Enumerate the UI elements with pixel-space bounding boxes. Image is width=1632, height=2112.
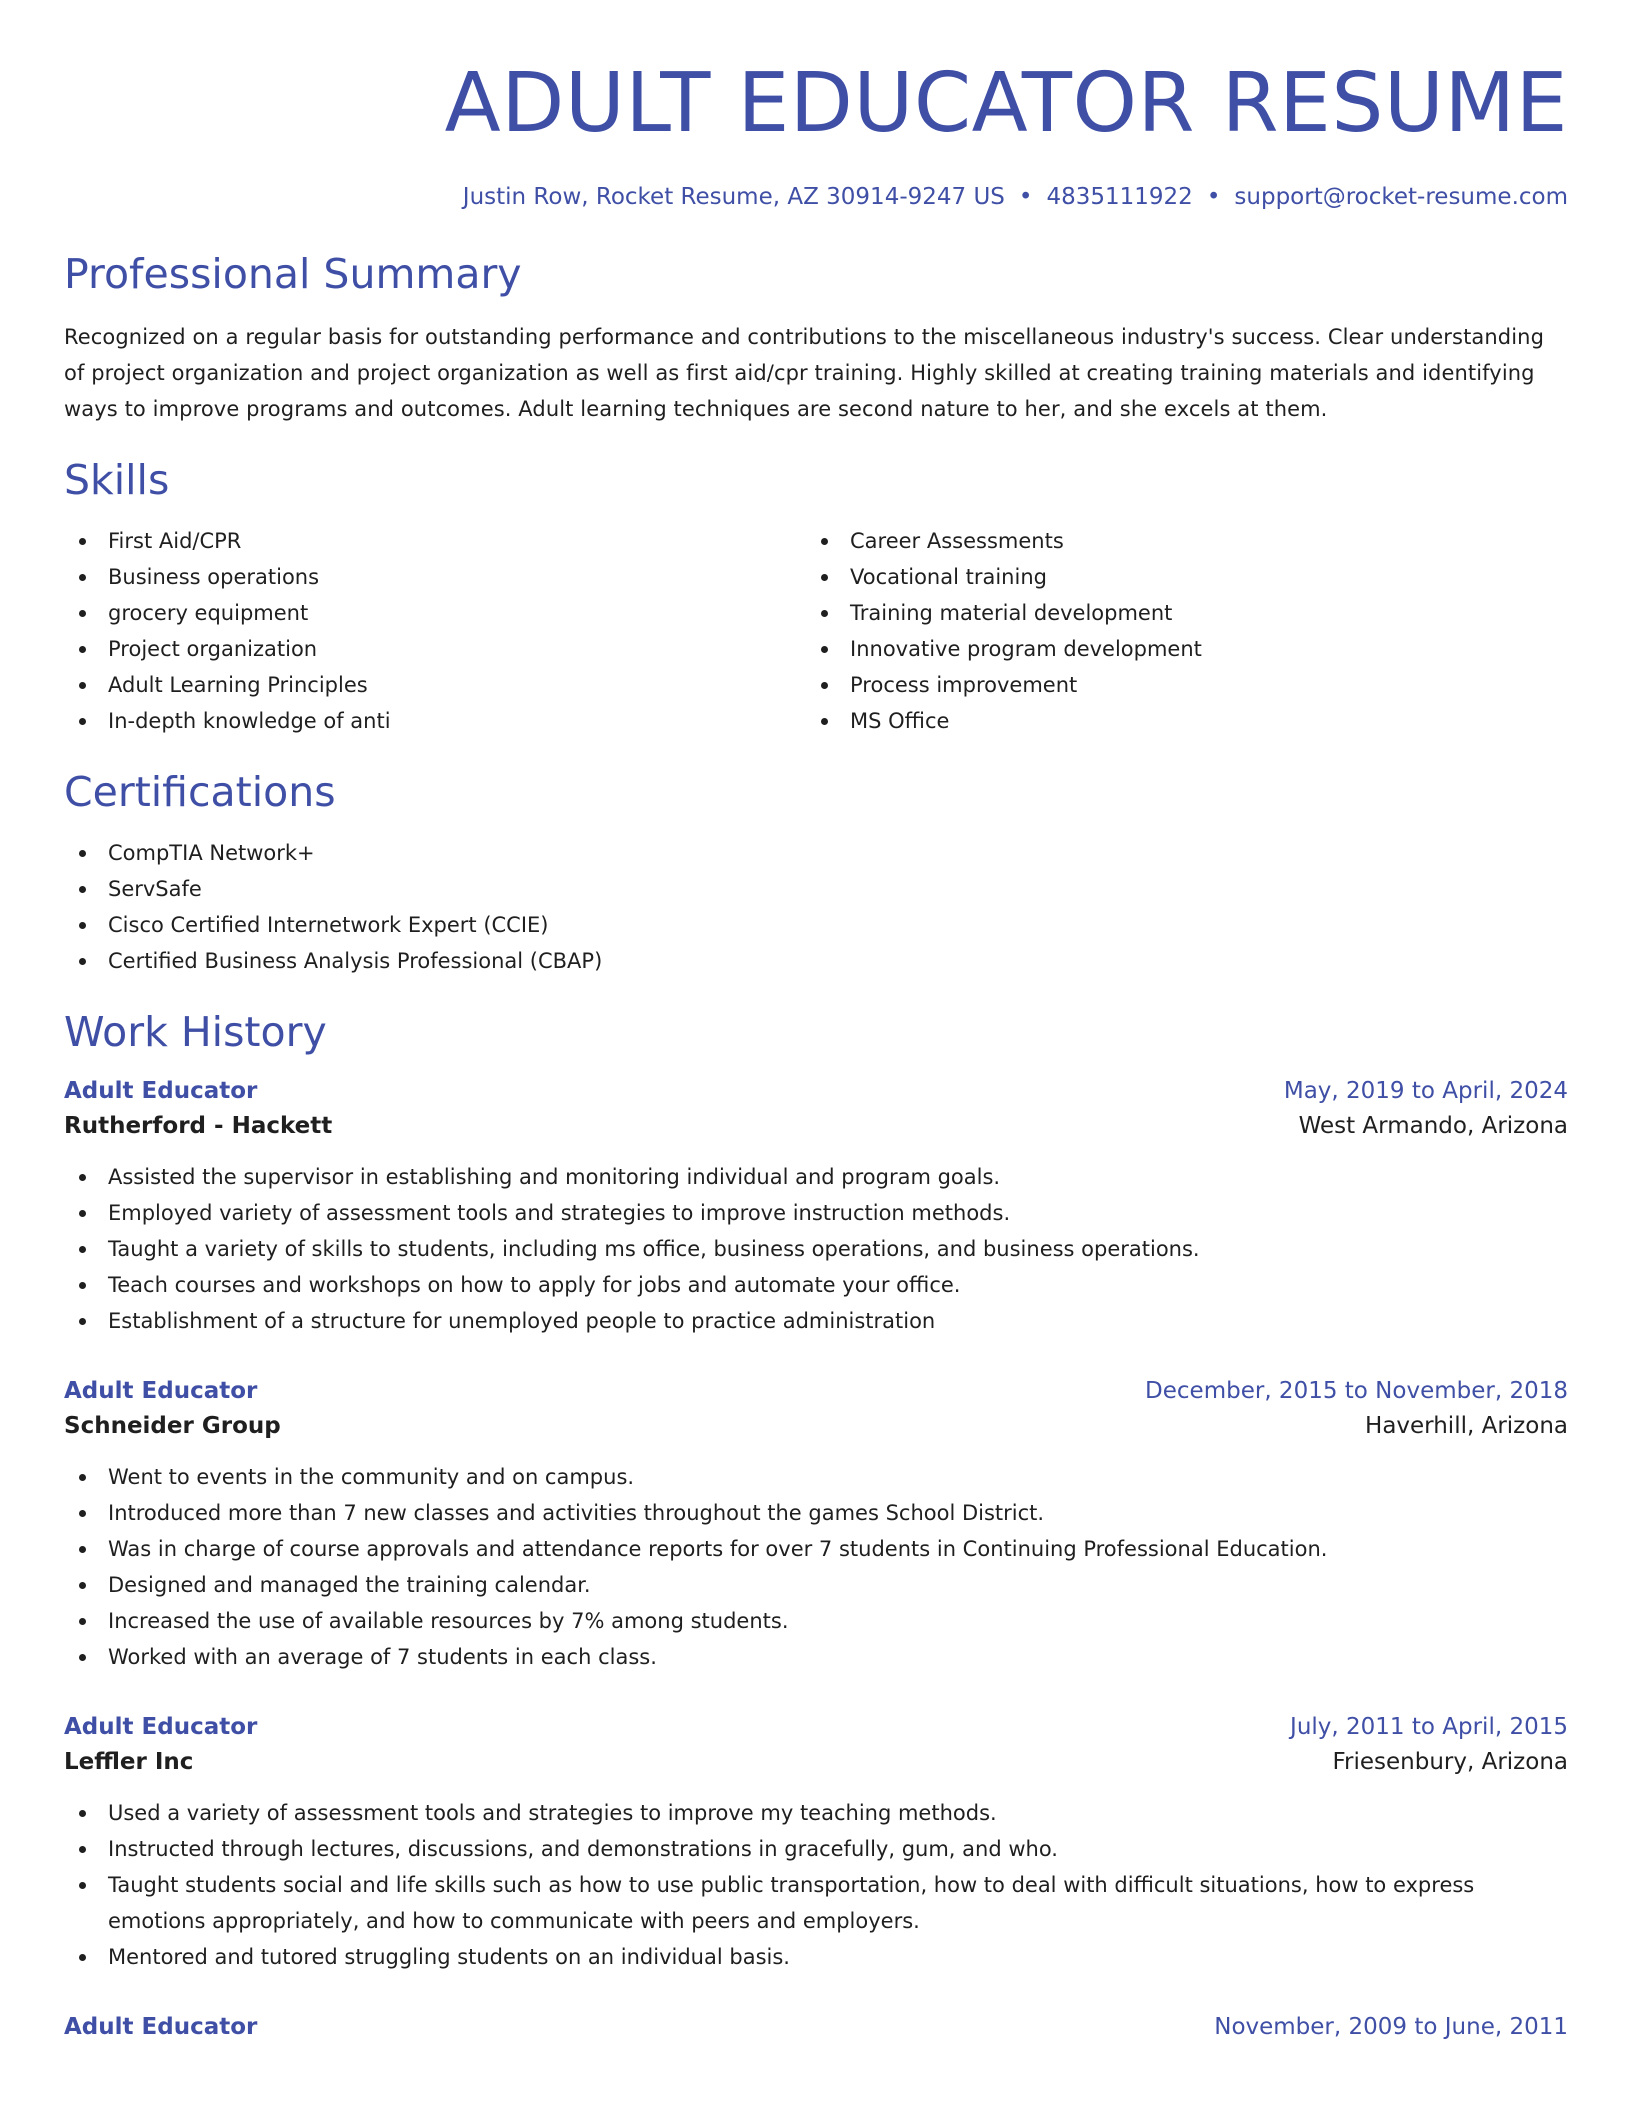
job-entry: [64, 1711, 1568, 1975]
skill-item: In-depth knowledge of anti: [64, 703, 806, 739]
job-title: Adult Educator: [64, 1078, 258, 1104]
job-bullets: [64, 1159, 1568, 1339]
job-location: Haverhill, Arizona: [1365, 1413, 1568, 1439]
skill-item: First Aid/CPR: [64, 523, 806, 559]
skills-column-left: [64, 523, 806, 739]
job-company-row: [64, 1407, 1568, 1445]
job-bullet: Assisted the supervisor in establishing and monitoring individual and program goals.: [64, 1159, 1568, 1195]
skill-item: Innovative program development: [806, 631, 1548, 667]
skill-item: Process improvement: [806, 667, 1548, 703]
job-entry: [64, 2011, 1568, 2043]
job-bullet: Taught a variety of skills to students, including ms office, business operations, and business operations.: [64, 1231, 1568, 1267]
job-bullet: Taught students social and life skills such as how to use public transportation, how to deal with difficult situations, how to express emotions appropriately, and how to communicate with peers and employers.: [64, 1867, 1568, 1939]
skill-item: Business operations: [64, 559, 806, 595]
skill-item: Project organization: [64, 631, 806, 667]
job-bullet: Introduced more than 7 new classes and activities throughout the games School District.: [64, 1495, 1568, 1531]
certification-item: CompTIA Network+: [64, 835, 1568, 871]
skill-item: Adult Learning Principles: [64, 667, 806, 703]
job-bullet: Employed variety of assessment tools and strategies to improve instruction methods.: [64, 1195, 1568, 1231]
skill-item: Career Assessments: [806, 523, 1548, 559]
job-bullet: Teach courses and workshops on how to apply for jobs and automate your office.: [64, 1267, 1568, 1303]
job-entry: [64, 1375, 1568, 1675]
job-bullet: Went to events in the community and on campus.: [64, 1459, 1568, 1495]
summary-text: Recognized on a regular basis for outstanding performance and contributions to the miscellaneous industry's success. Clear understanding of project organization and project organization as well as first aid/cpr training. Highly skilled at creating training materials and identifying ways to improve programs and outcomes. Adult learning techniques are second nature to her, and she excels at them.: [64, 325, 1544, 421]
skills-list-right: [806, 523, 1548, 739]
skill-item: grocery equipment: [64, 595, 806, 631]
contact-phone[interactable]: 4835111922: [1046, 184, 1193, 210]
job-company: Rutherford - Hackett: [64, 1113, 333, 1139]
job-location: West Armando, Arizona: [1298, 1113, 1568, 1139]
job-dates: May, 2019 to April, 2024: [1283, 1078, 1568, 1104]
job-company: Leffler Inc: [64, 1749, 194, 1775]
contact-line: [64, 182, 1568, 212]
skill-item: Vocational training: [806, 559, 1548, 595]
professional-summary-section: [64, 249, 1568, 427]
job-title-row: [64, 1711, 1568, 1743]
job-bullet: Worked with an average of 7 students in each class.: [64, 1639, 1568, 1675]
job-title-row: [64, 1375, 1568, 1407]
job-title-row: [64, 1075, 1568, 1107]
job-title-row: [64, 2011, 1568, 2043]
skills-list-left: [64, 523, 806, 739]
resume-header: [64, 0, 1568, 212]
work-history-section: [64, 1007, 1568, 2043]
job-location: Friesenbury, Arizona: [1332, 1749, 1568, 1775]
job-title: Adult Educator: [64, 1378, 258, 1404]
job-bullets: [64, 1795, 1568, 1975]
job-dates: July, 2011 to April, 2015: [1290, 1714, 1568, 1740]
job-bullet: Was in charge of course approvals and attendance reports for over 7 students in Continuing Professional Education.: [64, 1531, 1568, 1567]
certifications-section: [64, 767, 1568, 979]
job-title: Adult Educator: [64, 2014, 258, 2040]
job-bullet: Establishment of a structure for unemployed people to practice administration: [64, 1303, 1568, 1339]
skills-grid: [64, 523, 1568, 739]
job-bullet: Mentored and tutored struggling students on an individual basis.: [64, 1939, 1568, 1975]
section-title-certifications: Certifications: [64, 768, 336, 816]
job-bullet: Used a variety of assessment tools and strategies to improve my teaching methods.: [64, 1795, 1568, 1831]
skills-column-right: [806, 523, 1548, 739]
skill-item: Training material development: [806, 595, 1548, 631]
certification-item: Cisco Certified Internetwork Expert (CCIE): [64, 907, 1568, 943]
job-bullet: Designed and managed the training calendar.: [64, 1567, 1568, 1603]
section-title-skills: Skills: [64, 456, 170, 504]
job-dates: December, 2015 to November, 2018: [1145, 1378, 1568, 1404]
job-dates: November, 2009 to June, 2011: [1214, 2014, 1568, 2040]
certification-item: ServSafe: [64, 871, 1568, 907]
job-bullet: Instructed through lectures, discussions, and demonstrations in gracefully, gum, and who.: [64, 1831, 1568, 1867]
resume-title: ADULT EDUCATOR RESUME: [444, 56, 1568, 151]
job-company-row: [64, 1107, 1568, 1145]
contact-address: Justin Row, Rocket Resume, AZ 30914-9247 US: [462, 184, 1005, 210]
contact-separator: •: [1206, 184, 1221, 210]
section-title-work-history: Work History: [64, 1008, 327, 1056]
job-entry: [64, 1075, 1568, 1339]
skills-section: [64, 455, 1568, 739]
job-company: Schneider Group: [64, 1413, 281, 1439]
job-title: Adult Educator: [64, 1714, 258, 1740]
skill-item: MS Office: [806, 703, 1548, 739]
job-company-row: [64, 1743, 1568, 1781]
job-bullet: Increased the use of available resources by 7% among students.: [64, 1603, 1568, 1639]
contact-separator: •: [1018, 184, 1033, 210]
contact-email[interactable]: support@rocket-resume.com: [1234, 184, 1568, 210]
certification-item: Certified Business Analysis Professional (CBAP): [64, 943, 1568, 979]
job-bullets: [64, 1459, 1568, 1675]
section-title-summary: Professional Summary: [64, 250, 522, 298]
certifications-list: [64, 835, 1568, 979]
